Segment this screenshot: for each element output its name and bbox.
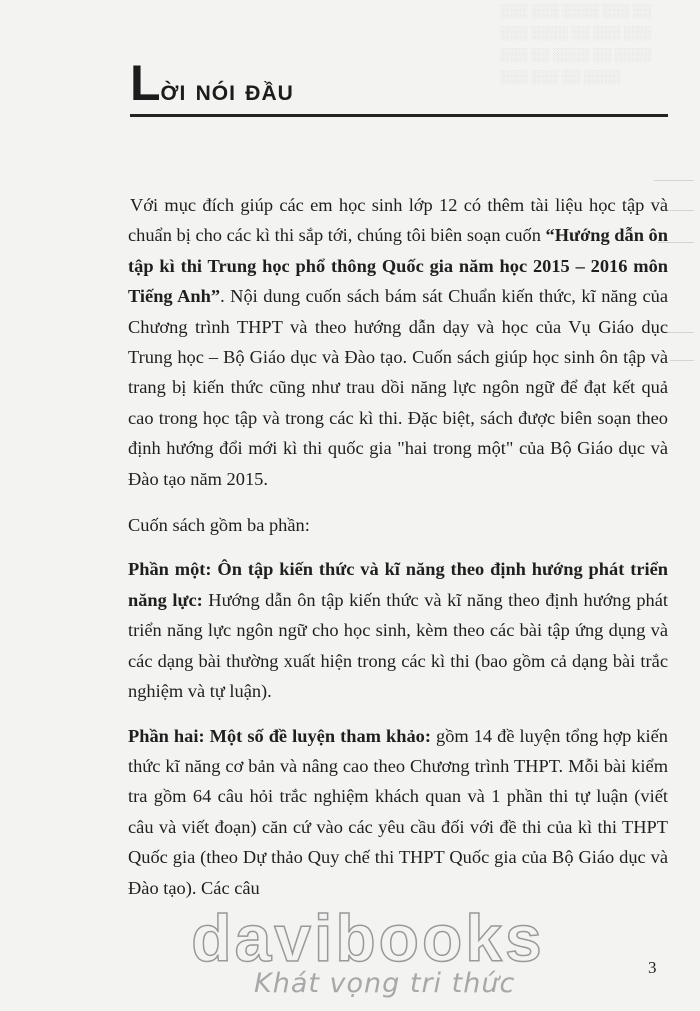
part-one: [128, 554, 668, 706]
bleed-through-text: ░░░ ░░░ ░░░░ ░░░ ░░ ░░░ ░░░░ ░░ ░░░ ░░░ ░░░ ░░ ░░░░ ░░ ░░░░ ░░░ ░░░ ░░ ░░░░: [500, 3, 652, 84]
part-one-title: Phần một: Ôn tập kiến thức và kĩ năng theo định hướng phát triển năng lực:: [128, 559, 668, 610]
intro-text-2: . Nội dung cuốn sách bám sát Chuẩn kiến thức, kĩ năng của Chương trình THPT và theo hướng dẫn dạy và học của Vụ Giáo dục Trung học – Bộ Giáo dục và Đào tạo. Cuốn sách giúp học sinh ôn tập và trang bị kiến thức cũng như trau dồi năng lực ngôn ngữ để đạt kết quả cao trong học tập và trong các kì thi. Đặc biệt, sách được biên soạn theo định hướng đổi mới kì thi quốc gia "hai trong một" của Bộ Giáo dục và Đào tạo năm 2015.: [128, 286, 668, 489]
title-underline: [130, 114, 668, 117]
part-one-body: Hướng dẫn ôn tập kiến thức và kĩ năng theo định hướng phát triển năng lực ngôn ngữ cho học sinh, kèm theo các bài tập ứng dụng và các dạng bài thường xuất hiện trong các kì thi (bao gồm cả dạng bài trắc nghiệm và tự luận).: [128, 589, 668, 702]
part-two: [128, 721, 668, 903]
intro-text-1: Với mục đích giúp các em học sinh lớp 12 có thêm tài liệu học tập và chuẩn bị cho các kì thi sắp tới, chúng tôi biên soạn cuốn: [128, 195, 668, 246]
preface-body: [128, 190, 668, 903]
part-two-body: gồm 14 đề luyện tổng hợp kiến thức kĩ năng cơ bản và nâng cao theo Chương trình THPT. Mỗi bài kiểm tra gồm 64 câu hỏi trắc nghiệm khách quan và 1 phần thi tự luận (viết câu và viết đoạn) căn cứ vào các yêu cầu đối với đề thi của kì thi THPT Quốc gia (theo Dự thảo Quy chế thi THPT Quốc gia của Bộ Giáo dục và Đào tạo). Các câu: [128, 725, 668, 898]
parts-intro: Cuốn sách gồm ba phần:: [128, 515, 310, 536]
watermark-tagline: Khát vọng tri thức: [254, 968, 516, 999]
part-two-title: Phần hai: Một số đề luyện tham khảo:: [128, 725, 431, 746]
intro-paragraph: [128, 190, 668, 494]
title-rest: ời nói đầu: [160, 74, 294, 107]
page-number: 3: [648, 958, 657, 977]
watermark-brand: davibooks: [191, 901, 545, 975]
book-title: “Hướng dẫn ôn tập kì thi Trung học phổ thông Quốc gia năm học 2015 – 2016 môn Tiếng Anh”: [128, 225, 668, 307]
title-initial: L: [130, 55, 161, 111]
page-title: [130, 55, 668, 111]
